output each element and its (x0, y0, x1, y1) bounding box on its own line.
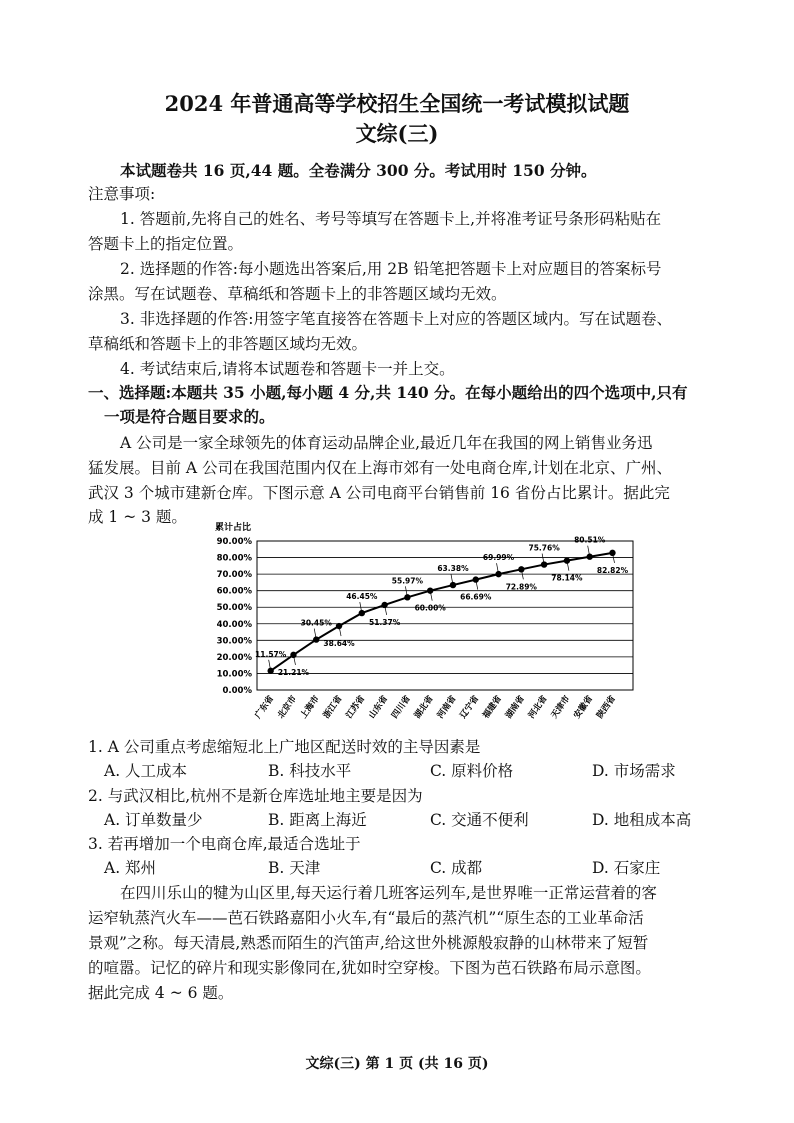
x-tick-label: 江苏省 (344, 693, 368, 721)
passage2-line4: 的喧嚣。记忆的碎片和现实影像同在,犹如时空穿梭。下图为芭石铁路布局示意图。 (88, 959, 651, 977)
passage1-line3: 武汉 3 个城市建新仓库。下图示意 A 公司电商平台销售前 16 省份占比累计。据此完 (88, 484, 670, 502)
question-2: 2. 与武汉相比,杭州不是新仓库选址地主要是因为 (88, 787, 423, 805)
x-tick-label: 浙江省 (321, 693, 345, 721)
q3-option-d: D. 石家庄 (592, 859, 661, 877)
q3-option-c: C. 成都 (430, 859, 483, 877)
passage2-line5: 据此完成 4 ~ 6 题。 (88, 984, 234, 1002)
passage2-line1: 在四川乐山的犍为山区里,每天运行着几班客运列车,是世界唯一正常运营着的客 (120, 884, 657, 902)
notice-4: 4. 考试结束后,请将本试题卷和答题卡一并上交。 (120, 360, 455, 378)
y-tick-label: 80.00% (216, 553, 252, 564)
y-tick-label: 50.00% (216, 603, 252, 614)
q1-option-d: D. 市场需求 (592, 762, 676, 780)
data-point (518, 566, 524, 572)
q1-option-b: B. 科技水平 (268, 762, 352, 780)
data-label: 55.97% (391, 576, 424, 586)
notice-1b: 答题卡上的指定位置。 (88, 235, 244, 253)
sales-cumulative-chart (200, 520, 640, 735)
y-tick-label: 90.00% (216, 537, 252, 547)
data-label: 66.69% (460, 592, 492, 602)
data-label: 69.99% (482, 553, 515, 563)
y-tick-label: 30.00% (216, 636, 252, 647)
data-point (473, 576, 479, 582)
data-label: 38.64% (323, 639, 355, 649)
data-label: 51.37% (368, 617, 401, 627)
section-heading-cont: 一项是符合题目要求的。 (104, 407, 275, 426)
notice-2b: 涂黑。写在试题卷、草稿纸和答题卡上的非答题区域均无效。 (88, 285, 507, 303)
passage1-line2: 猛发展。目前 A 公司在我国范围内仅在上海市郊有一处电商仓库,计划在北京、广州、 (88, 459, 672, 477)
x-tick-label: 辽宁省 (458, 693, 482, 721)
x-tick-label: 安徽省 (572, 693, 596, 721)
q1-option-a: A. 人工成本 (104, 762, 188, 780)
x-tick-label: 湖北省 (412, 693, 436, 721)
data-point (495, 571, 501, 577)
q3-option-a: A. 郑州 (104, 859, 157, 877)
q2-option-d: D. 地租成本高 (592, 811, 692, 829)
passage2-line3: 景观”之称。每天清晨,熟悉而陌生的汽笛声,给这世外桃源般寂静的山林带来了短暂 (88, 934, 649, 952)
notice-1a: 1. 答题前,先将自己的姓名、考号等填写在答题卡上,并将准考证号条形码粘贴在 (120, 210, 662, 228)
y-tick-label: 70.00% (216, 570, 252, 581)
data-point (381, 602, 387, 608)
question-1: 1. A 公司重点考虑缩短北上广地区配送时效的主导因素是 (88, 738, 481, 756)
x-tick-label: 陕西省 (595, 693, 618, 721)
q2-option-b: B. 距离上海近 (268, 811, 367, 829)
notice-3a: 3. 非选择题的作答:用签字笔直接答在答题卡上对应的答题区域内。写在试题卷、 (120, 310, 672, 328)
data-label: 11.57% (255, 649, 287, 659)
data-label: 60.00% (414, 603, 446, 613)
y-axis-title: 累计占比 (215, 523, 252, 533)
x-tick-label: 广东省 (253, 693, 277, 721)
q3-option-b: B. 天津 (268, 859, 321, 877)
y-tick-label: 60.00% (216, 586, 252, 597)
data-label: 46.45% (346, 592, 378, 602)
data-label: 63.38% (437, 564, 469, 574)
data-label: 82.82% (596, 565, 629, 575)
y-tick-label: 20.00% (216, 652, 252, 663)
passage1-line1: A 公司是一家全球领先的体育运动品牌企业,最近几年在我国的网上销售业务迅 (120, 434, 653, 452)
x-tick-label: 福建省 (481, 693, 505, 721)
passage1-line4: 成 1 ~ 3 题。 (88, 508, 187, 526)
section-heading: 一、选择题:本题共 35 小题,每小题 4 分,共 140 分。在每小题给出的四个选项中,只有 (88, 383, 688, 402)
x-tick-label: 山东省 (367, 693, 391, 721)
data-point (450, 582, 456, 588)
x-tick-label: 河南省 (435, 693, 459, 721)
data-label: 21.21% (277, 667, 310, 677)
page-footer: 文综(三) 第 1 页 (共 16 页) (305, 1056, 489, 1072)
data-label: 80.51% (574, 535, 606, 545)
data-label: 30.45% (300, 618, 332, 628)
notice-2a: 2. 选择题的作答:每小题选出答案后,用 2B 铅笔把答题卡上对应题目的答案标号 (120, 260, 662, 278)
x-tick-label: 河北省 (526, 693, 550, 721)
x-tick-labels (252, 693, 618, 721)
notice-3b: 草稿纸和答题卡上的非答题区域均无效。 (88, 335, 368, 353)
y-tick-labels (217, 537, 253, 696)
exam-title: 2024 年普通高等学校招生全国统一考试模拟试题 (164, 91, 630, 116)
x-tick-label: 四川省 (390, 693, 413, 721)
passage2-line2: 运窄轨蒸汽火车——芭石铁路嘉阳小火车,有“最后的蒸汽机”“原生态的工业革命活 (88, 909, 644, 927)
data-label: 72.89% (505, 582, 537, 592)
data-label: 75.76% (528, 543, 560, 553)
y-tick-label: 10.00% (216, 669, 252, 680)
y-tick-label: 40.00% (216, 619, 252, 630)
x-tick-label: 湖南省 (503, 693, 527, 721)
x-tick-label: 上海市 (298, 693, 322, 721)
notice-label: 注意事项: (88, 185, 156, 203)
data-point (587, 554, 593, 560)
x-tick-label: 北京市 (276, 693, 299, 721)
exam-subtitle: 文综(三) (355, 121, 439, 146)
q2-option-c: C. 交通不便利 (430, 811, 529, 829)
data-point (404, 594, 410, 600)
exam-summary: 本试题卷共 16 页,44 题。全卷满分 300 分。考试用时 150 分钟。 (120, 161, 597, 180)
y-tick-label: 0.00% (222, 686, 252, 696)
data-labels (255, 536, 629, 677)
q2-option-a: A. 订单数量少 (104, 811, 203, 829)
x-tick-label: 天津市 (549, 693, 573, 721)
data-label: 78.14% (551, 573, 583, 583)
q1-option-c: C. 原料价格 (430, 762, 514, 780)
question-3: 3. 若再增加一个电商仓库,最适合选址于 (88, 835, 361, 853)
